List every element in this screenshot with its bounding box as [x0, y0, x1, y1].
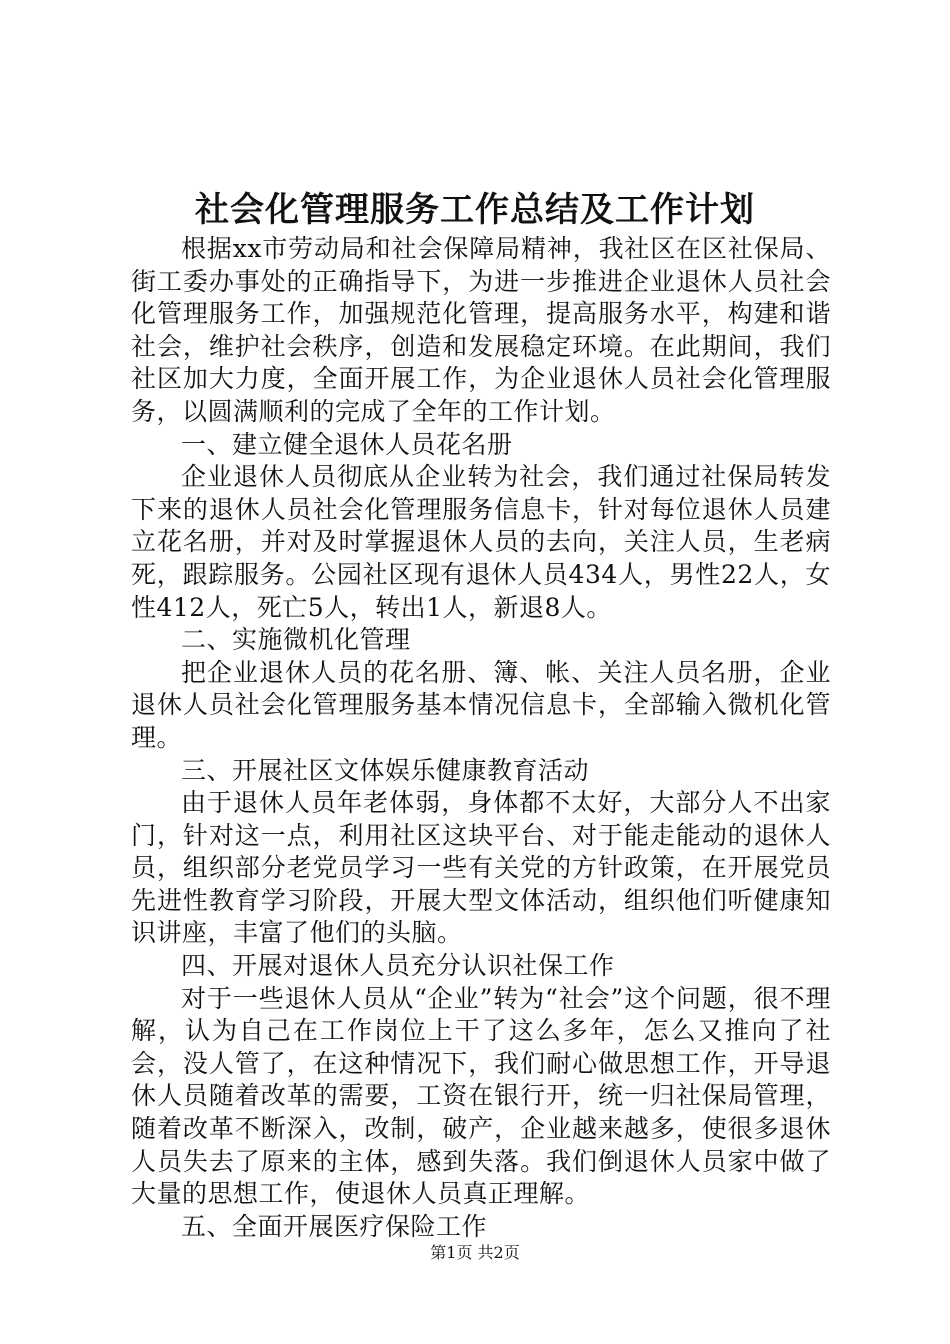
section-heading-3: 三、开展社区文体娱乐健康教育活动 — [181, 755, 590, 785]
paragraph-section-3: 由于退休人员年老体弱，身体都不太好，大部分人不出家门，针对这一点，利用社区这块平台、对于能走能动的退休人员，组织部分老党员学习一些有关党的方针政策，在开展党员先进性教育学习阶段，开展大型文体活动，组织他们听健康知识讲座，丰富了他们的头脑。 — [131, 788, 831, 948]
document-title: 社会化管理服务工作总结及工作计划 — [195, 190, 755, 230]
section-heading-2: 二、实施微机化管理 — [181, 625, 411, 655]
page-number-footer: 第1页 共2页 — [430, 1243, 520, 1262]
paragraph-section-4: 对于一些退休人员从“企业”转为“社会”这个问题，很不理解，认为自己在工作岗位上干了这么多年，怎么又推向了社会，没人管了，在这种情况下，我们耐心做思想工作，开导退休人员随着改革的需要，工资在银行开，统一归社保局管理，随着改革不断深入，改制，破产，企业越来越多，使很多退休人员失去了原来的主体，感到失落。我们倒退休人员家中做了大量的思想工作，使退休人员真正理解。 — [131, 983, 831, 1209]
paragraph-intro: 根据xx市劳动局和社会保障局精神，我社区在区社保局、街工委办事处的正确指导下，为进一步推进企业退休人员社会化管理服务工作，加强规范化管理，提高服务水平，构建和谐社会，维护社会秩序，创造和发展稳定环境。在此期间，我们社区加大力度，全面开展工作，为企业退休人员社会化管理服务，以圆满顺利的完成了全年的工作计划。 — [131, 234, 831, 426]
section-heading-1: 一、建立健全退休人员花名册 — [181, 429, 513, 459]
paragraph-section-1: 企业退休人员彻底从企业转为社会，我们通过社保局转发下来的退休人员社会化管理服务信息卡，针对每位退休人员建立花名册，并对及时掌握退休人员的去向，关注人员，生老病死，跟踪服务。公园社区现有退休人员434人，男性22人，女性412人，死亡5人，转出1人，新退8人。 — [131, 462, 831, 622]
paragraph-section-2: 把企业退休人员的花名册、簿、帐、关注人员名册，企业退休人员社会化管理服务基本情况信息卡，全部输入微机化管理。 — [131, 657, 831, 752]
section-heading-4: 四、开展对退休人员充分认识社保工作 — [181, 951, 615, 981]
section-heading-5: 五、全面开展医疗保险工作 — [181, 1211, 488, 1241]
document-body — [131, 233, 831, 1243]
